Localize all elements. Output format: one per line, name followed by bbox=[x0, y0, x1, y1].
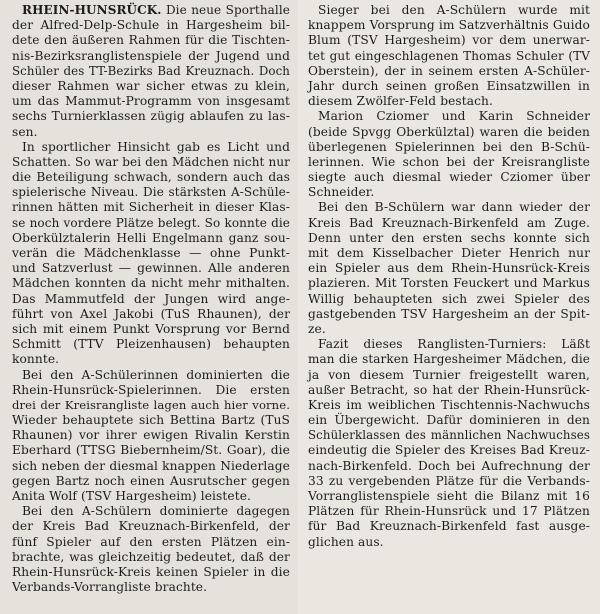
text-line: und Satzverlust — gewinnen. Alle anderen bbox=[12, 261, 290, 276]
dateline: RHEIN-HUNSRÜCK. bbox=[22, 3, 162, 17]
text-line: Anita Wolf (TSV Hargesheim) leistete. bbox=[12, 489, 252, 503]
text-line: Sieger bei den A-Schülern wurde mit bbox=[318, 3, 590, 17]
text-line: Rhein-Hunsrück-Spielerinnen. Die ersten bbox=[12, 382, 290, 397]
text-line: Fazit dieses Ranglisten-Turniers: Läßt bbox=[318, 337, 590, 352]
text-line: ein Spieler aus dem Rhein-Hunsrück-Kreis bbox=[308, 261, 590, 276]
text-line: spielerische Niveau. Die stärksten A-Schüle- bbox=[12, 185, 290, 200]
text-line: lerinnen. Wie schon bei der Kreisrangliste bbox=[308, 154, 590, 169]
text-line: der Kreis Bad Kreuznach-Birkenfeld, der bbox=[12, 519, 290, 534]
text-line: Blum (TSV Hargesheim) vor dem unerwar- bbox=[308, 33, 590, 48]
text-line: Schülerklassen des männlichen Nachwuchses bbox=[308, 428, 590, 443]
text-line: 33 zu vergebenden Plätze für die Verbands- bbox=[308, 473, 590, 488]
text-line: dieser Rahmen war sicher etwas zu klein, bbox=[12, 78, 290, 93]
text-line: rinnen hätten mit Sicherheit in dieser Klas- bbox=[12, 200, 290, 215]
text-line: Rhaunen) vor ihrer ewigen Rivalin Kerstin bbox=[12, 428, 290, 443]
text-line: eindeutig die Spieler des Kreises Bad Kreuz- bbox=[308, 443, 590, 458]
text-line: (beide Spvgg Oberkülztal) waren die beiden bbox=[308, 124, 590, 139]
text-line: sen. bbox=[12, 124, 38, 139]
text-line: siegte auch diesmal wieder Cziomer über bbox=[308, 170, 590, 185]
text-line: sich neben der diesmal knappen Niederlage bbox=[12, 458, 290, 473]
text-line: Schatten. So war bei den Mädchen nicht nur bbox=[12, 154, 290, 169]
text-line: ein Übergewicht. Dafür dominieren in den bbox=[308, 413, 590, 428]
text-line: dete den äußeren Rahmen für die Tischten- bbox=[12, 33, 290, 48]
text-line: Eberhard (TTSG Biebernheim/St. Goar), die bbox=[12, 443, 290, 458]
text-line: Oberkülztalerin Helli Engelmann ganz sou- bbox=[12, 230, 290, 245]
text-line: plazieren. Mit Torsten Feuckert und Markus bbox=[308, 276, 590, 291]
text-line: Oberstein), der in seinem ersten A-Schüler- bbox=[308, 63, 590, 78]
text-line: überlegenen Spielerinnen bei den B-Schü- bbox=[308, 139, 590, 154]
text-line: Mädchen konnten da nicht mehr mithalten. bbox=[12, 276, 290, 291]
text-line: man die starken Hargesheimer Mädchen, die bbox=[308, 352, 590, 367]
text-line: ja von diesem Turnier freigestellt waren, bbox=[308, 367, 590, 382]
article-column-left bbox=[12, 3, 290, 595]
text-line: knappem Vorsprung im Satzverhältnis Guido bbox=[308, 18, 590, 33]
text-line: die Beteiligung schwach, sondern auch das bbox=[12, 170, 290, 185]
text-line: sechs Turnierklassen zügig ablaufen zu las- bbox=[12, 109, 290, 124]
text-line: gastgebenden TSV Hargesheim an der Spit- bbox=[308, 306, 590, 321]
text-line: Kreis im weiblichen Tischtennis-Nachwuchs bbox=[308, 397, 590, 412]
text-line: Kreis Bad Kreuznach-Birkenfeld am Zuge. bbox=[308, 215, 590, 230]
text-line: Marion Cziomer und Karin Schneider bbox=[318, 109, 590, 124]
text-line: konnte. bbox=[12, 352, 60, 367]
article-column-right bbox=[308, 3, 590, 550]
text-line: Wieder behauptete sich Bettina Bartz (TuS bbox=[12, 413, 290, 428]
text-line: Verbands-Vorrangliste brachte. bbox=[12, 580, 208, 595]
text-line: RHEIN-HUNSRÜCK. Die neue Sporthalle bbox=[22, 3, 290, 17]
text-line: nis-Bezirksranglistenspiele der Jugend und bbox=[12, 48, 290, 63]
text-line: glichen aus. bbox=[308, 534, 384, 549]
text-line: diesem Zwölfer-Feld bestach. bbox=[308, 94, 493, 109]
text-line: nach-Birkenfeld. Doch bei Aufrechnung der bbox=[308, 458, 590, 473]
text-line: Schüler des TT-Bezirks Bad Kreuznach. Doch bbox=[12, 63, 290, 78]
text-line: Bei den A-Schülern dominierte dagegen bbox=[22, 504, 290, 519]
text-line: Das Mammutfeld der Jungen wird ange- bbox=[12, 291, 290, 306]
text-line: um das Mammut-Programm von insgesamt bbox=[12, 94, 290, 109]
text-line: Denn unter den ersten sechs konnte sich bbox=[308, 230, 590, 245]
text-line: außer Betracht, so hat der Rhein-Hunsrück- bbox=[308, 382, 590, 397]
text-line: Jahr durch seinen großen Einsatzwillen in bbox=[308, 78, 590, 93]
text-line: Rhein-Hunsrück-Kreis keinen Spieler in die bbox=[12, 564, 290, 579]
text-line: se noch vordere Plätze belegt. So konnte die bbox=[12, 215, 290, 230]
text-line: Schneider. bbox=[308, 185, 375, 200]
text-line: ze. bbox=[308, 321, 326, 336]
text-line: für Bad Kreuznach-Birkenfeld fast ausge- bbox=[308, 519, 590, 534]
text-line: mit dem Kisselbacher Dieter Henrich nur bbox=[308, 246, 590, 260]
text-line: Plätzen für Rhein-Hunsrück und 17 Plätzen bbox=[308, 504, 590, 519]
text-line: Bei den B-Schülern war dann wieder der bbox=[318, 200, 590, 215]
text-line: brachte, was gleichzeitig bedeutet, daß der bbox=[12, 549, 290, 564]
text-line: In sportlicher Hinsicht gab es Licht und bbox=[22, 139, 290, 154]
text-line: Vorranglistenspiele sieht die Bilanz mit 16 bbox=[308, 489, 590, 503]
text-line: Bei den A-Schülerinnen dominierten die bbox=[22, 367, 290, 382]
text-line: Willig behaupteten sich zwei Spieler des bbox=[308, 291, 590, 306]
text-line: verän die Mädchenklasse — ohne Punkt- bbox=[12, 246, 290, 260]
text-line: der Alfred-Delp-Schule in Hargesheim bil- bbox=[12, 18, 290, 33]
text-line: tet gut eingeschlagenen Thomas Schuler (TV bbox=[308, 48, 590, 63]
text-line: gegen Bartz noch einen Ausrutscher gegen bbox=[12, 473, 290, 488]
text-line: drei der Kreisrangliste lagen auch hier vorne. bbox=[12, 397, 290, 412]
text-line: führt von Axel Jakobi (TuS Rhaunen), der bbox=[12, 306, 290, 321]
text-line: fünf Spieler auf den ersten Plätzen ein- bbox=[12, 534, 290, 549]
text-line: Schmitt (TTV Pleizenhausen) behaupten bbox=[12, 337, 290, 352]
text-line: sich mit einem Punkt Vorsprung vor Bernd bbox=[12, 321, 290, 336]
